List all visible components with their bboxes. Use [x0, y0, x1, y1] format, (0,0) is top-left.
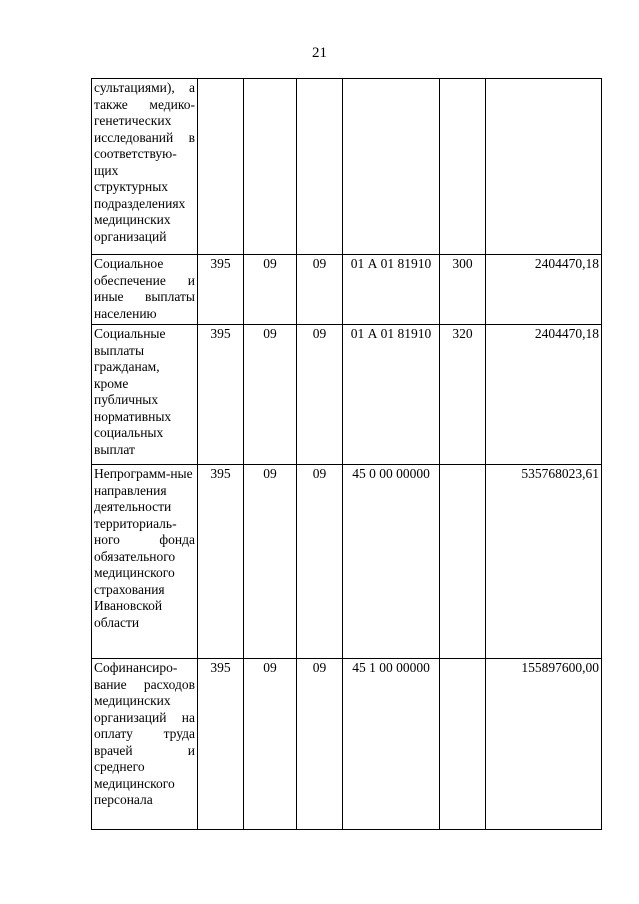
- page-number: 21: [312, 45, 327, 61]
- subsection-code-cell: [297, 79, 343, 255]
- subsection-code-cell: 09: [297, 465, 343, 659]
- expense-name-cell: Софинансиро-вание расходов медицинских организаций на оплату труда врачей и среднего медицинского персонала: [92, 659, 198, 830]
- section-code-cell: 09: [244, 659, 297, 830]
- table-row: [92, 79, 602, 255]
- expense-name-cell: Социальные выплаты гражданам, кроме публичных нормативных социальных выплат: [92, 325, 198, 465]
- amount-cell: 155897600,00: [486, 659, 602, 830]
- target-article-cell: [343, 79, 440, 255]
- table-row: [92, 325, 602, 465]
- amount-cell: 2404470,18: [486, 325, 602, 465]
- budget-table: [91, 78, 602, 830]
- expense-type-cell: [440, 465, 486, 659]
- expense-name-cell: сультациями), а также медико-генетических исследований в соответствую-щих структурных подразделениях медицинских организаций: [92, 79, 198, 255]
- table-row: [92, 255, 602, 325]
- amount-cell: [486, 79, 602, 255]
- expense-type-cell: 320: [440, 325, 486, 465]
- expense-type-cell: 300: [440, 255, 486, 325]
- table-row: [92, 465, 602, 659]
- admin-code-cell: 395: [198, 465, 244, 659]
- admin-code-cell: 395: [198, 325, 244, 465]
- target-article-cell: 01 А 01 81910: [343, 255, 440, 325]
- table-row: [92, 659, 602, 830]
- admin-code-cell: [198, 79, 244, 255]
- expense-name-cell: Непрограмм-ные направления деятельности территориаль-ного фонда обязательного медицинского страхования Ивановской области: [92, 465, 198, 659]
- section-code-cell: 09: [244, 325, 297, 465]
- section-code-cell: 09: [244, 255, 297, 325]
- section-code-cell: [244, 79, 297, 255]
- admin-code-cell: 395: [198, 255, 244, 325]
- subsection-code-cell: 09: [297, 325, 343, 465]
- amount-cell: 2404470,18: [486, 255, 602, 325]
- expense-type-cell: [440, 79, 486, 255]
- subsection-code-cell: 09: [297, 659, 343, 830]
- target-article-cell: 45 0 00 00000: [343, 465, 440, 659]
- expense-name-cell: Социальное обеспечение и иные выплаты населению: [92, 255, 198, 325]
- amount-cell: 535768023,61: [486, 465, 602, 659]
- admin-code-cell: 395: [198, 659, 244, 830]
- subsection-code-cell: 09: [297, 255, 343, 325]
- expense-type-cell: [440, 659, 486, 830]
- target-article-cell: 45 1 00 00000: [343, 659, 440, 830]
- target-article-cell: 01 А 01 81910: [343, 325, 440, 465]
- section-code-cell: 09: [244, 465, 297, 659]
